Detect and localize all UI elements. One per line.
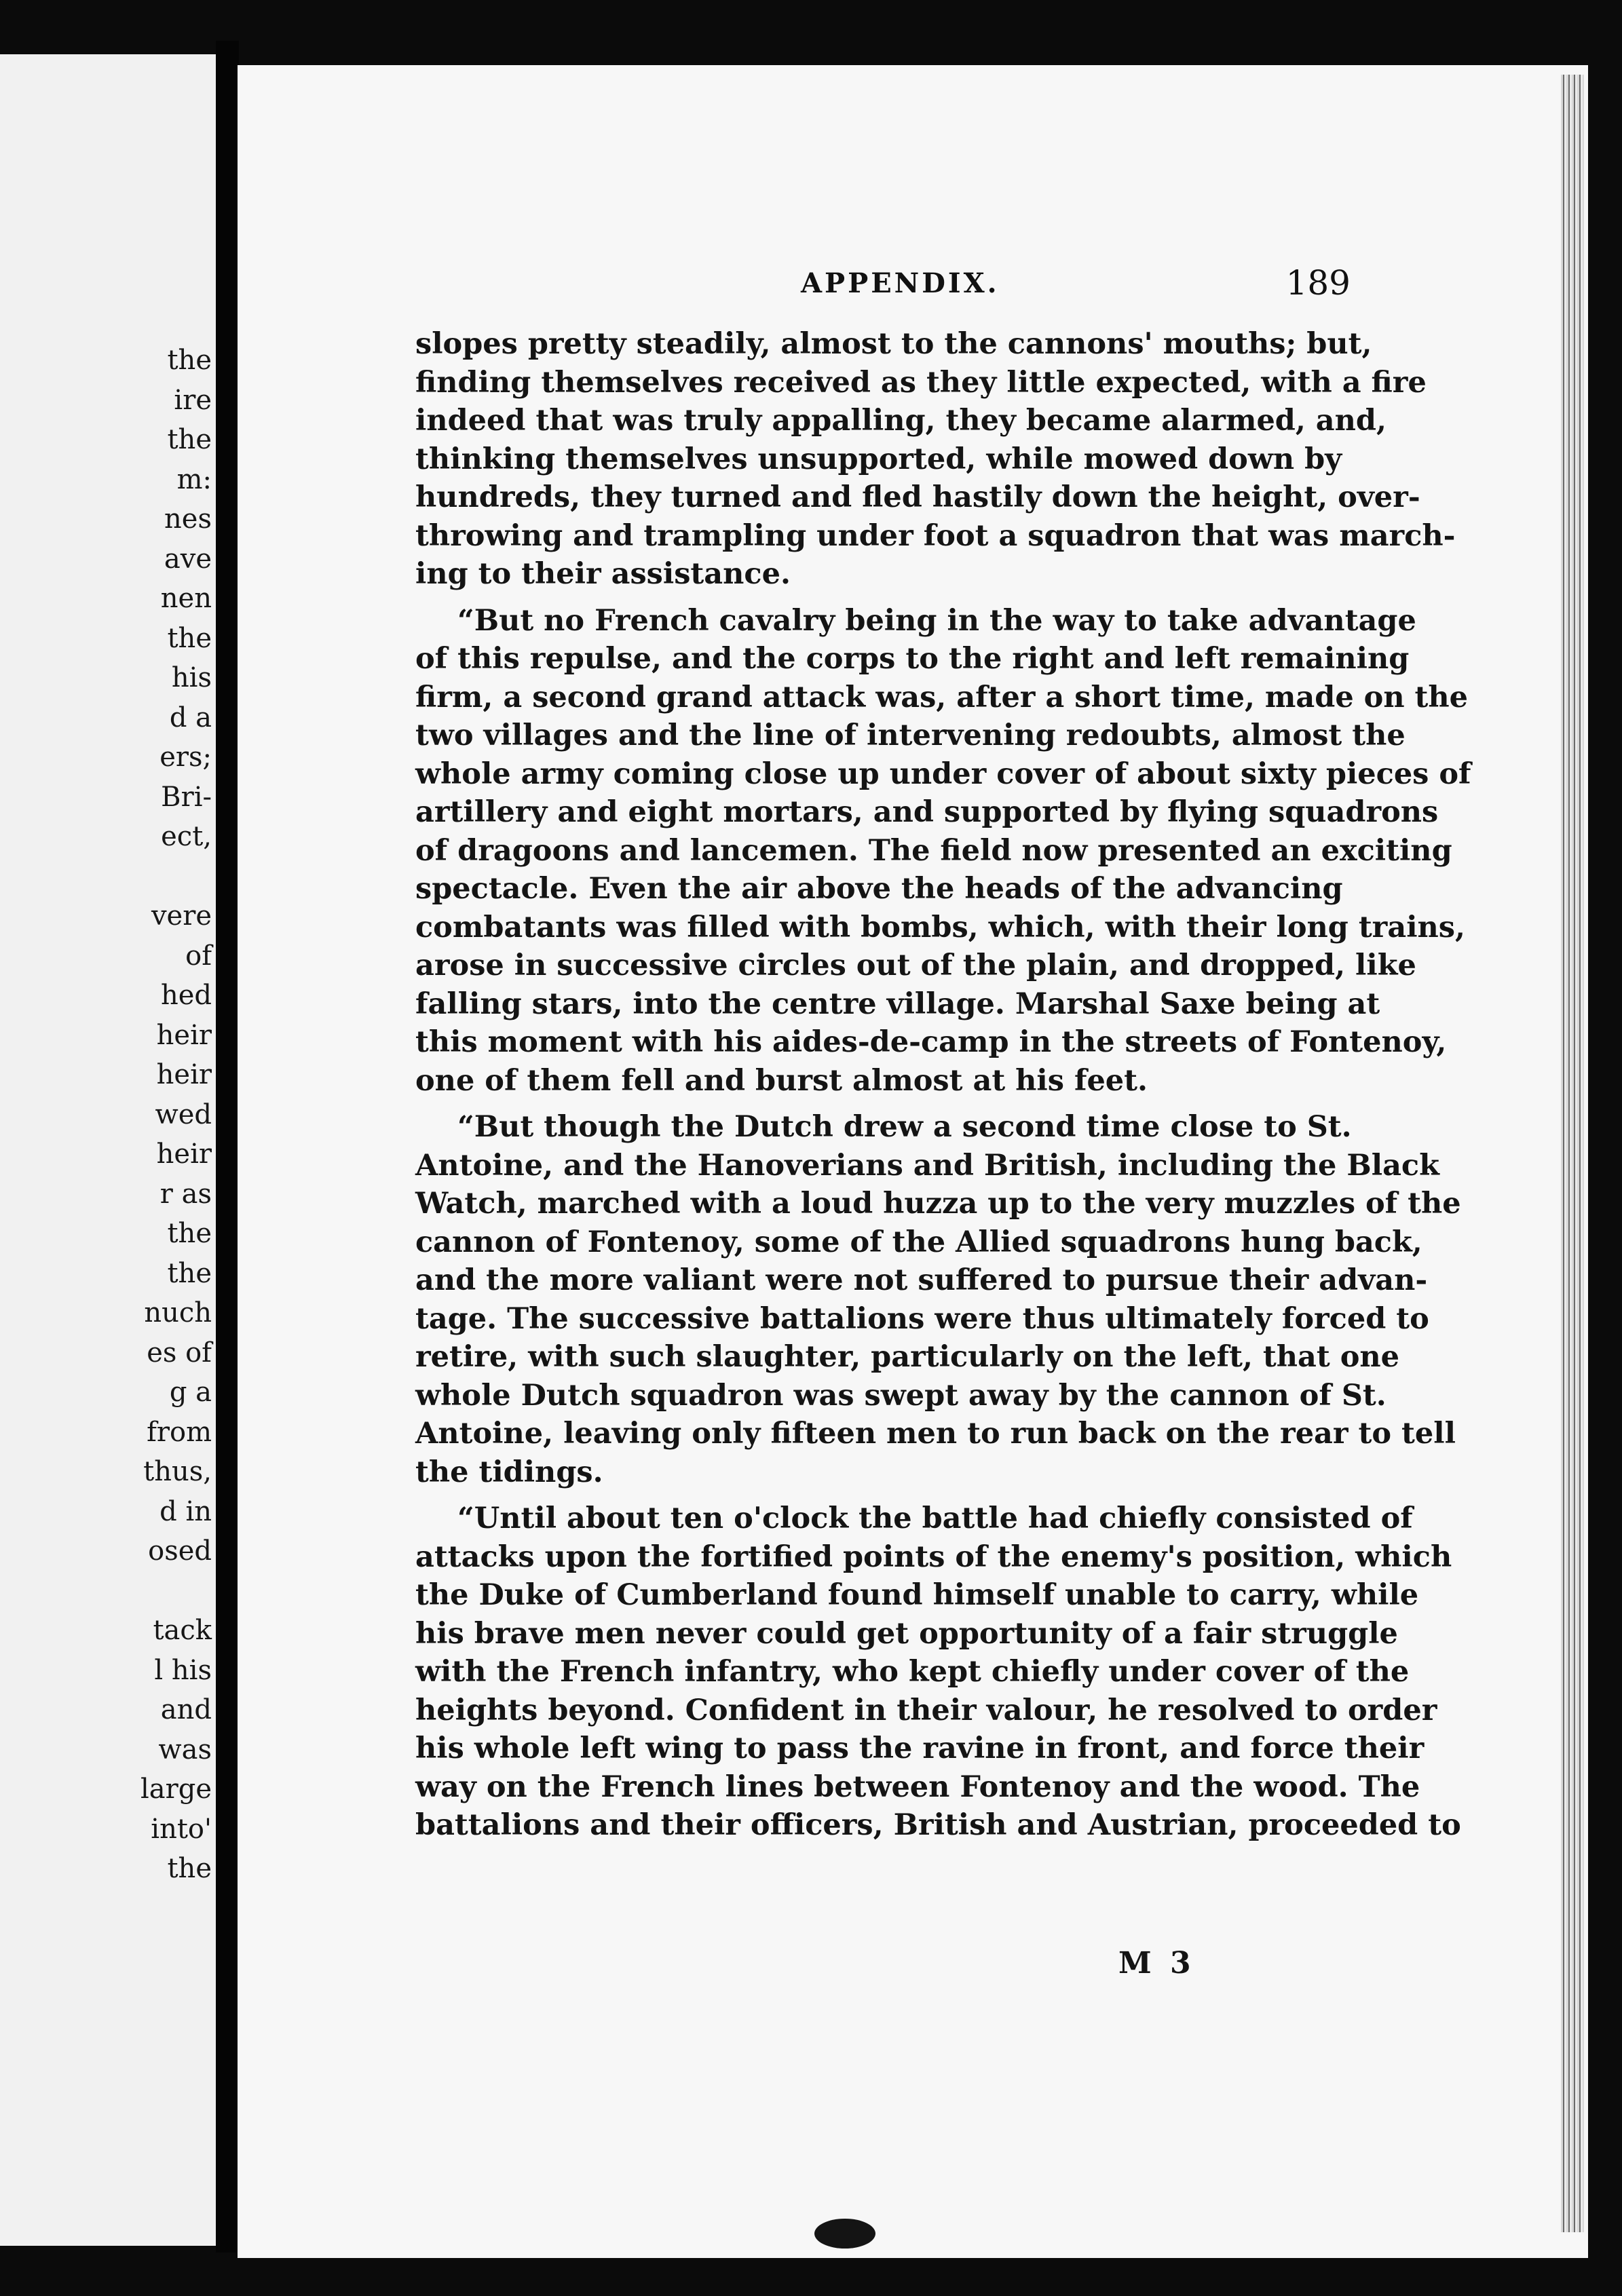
text-line: falling stars, into the centre village. Marshal Saxe being at xyxy=(415,987,1380,1021)
signature-mark: M 3 xyxy=(1118,1946,1195,1981)
text-line: way on the French lines between Fontenoy and the wood. The xyxy=(415,1769,1420,1804)
text-line: hundreds, they turned and fled hastily down the height, over- xyxy=(415,480,1420,514)
left-page-line: Bri- xyxy=(161,781,212,813)
left-page-line: nen xyxy=(160,583,212,614)
left-page-line: tack xyxy=(153,1615,212,1646)
text-line: “Until about ten o'clock the battle had chiefly consisted of xyxy=(457,1501,1413,1535)
left-page-line: ire xyxy=(174,384,212,416)
left-page-line: es of xyxy=(147,1337,212,1369)
text-line: whole army coming close up under cover of about sixty pieces of xyxy=(415,757,1471,791)
left-page-line: was xyxy=(158,1734,212,1765)
left-page-line: osed xyxy=(148,1535,212,1567)
text-line: Antoine, and the Hanoverians and British, including the Black xyxy=(415,1148,1439,1183)
text-line: heights beyond. Confident in their valour, he resolved to order xyxy=(415,1693,1437,1727)
left-page-line: large xyxy=(140,1774,212,1805)
text-line: cannon of Fontenoy, some of the Allied squadrons hung back, xyxy=(415,1225,1422,1259)
left-page-line: ect, xyxy=(161,821,212,852)
left-page-line: wed xyxy=(155,1098,212,1130)
running-head: APPENDIX. xyxy=(801,267,1000,299)
text-line: retire, with such slaughter, particularly on the left, that one xyxy=(415,1340,1400,1374)
text-line: firm, a second grand attack was, after a short time, made on the xyxy=(415,680,1469,714)
left-page-line: ave xyxy=(164,543,212,575)
text-line: attacks upon the fortified points of the enemy's position, which xyxy=(415,1539,1452,1574)
text-line: Antoine, leaving only fifteen men to run back on the rear to tell xyxy=(415,1417,1456,1451)
left-page-line: d a xyxy=(169,702,212,733)
left-page-line: into' xyxy=(151,1813,212,1845)
text-line: finding themselves received as they little expected, with a fire xyxy=(415,365,1427,400)
left-page-line: ers; xyxy=(159,742,212,773)
text-line: his whole left wing to pass the ravine in front, and force their xyxy=(415,1731,1425,1765)
scan-artifact xyxy=(814,2219,875,2249)
text-line: his brave men never could get opportunity of a fair struggle xyxy=(415,1616,1398,1651)
left-page-line: his xyxy=(171,662,212,693)
text-line: slopes pretty steadily, almost to the cannons' mouths; but, xyxy=(415,327,1372,361)
text-line: battalions and their officers, British and Austrian, proceeded to xyxy=(415,1808,1461,1842)
left-page-line: r as xyxy=(159,1178,212,1210)
left-page-line: the xyxy=(167,424,212,455)
left-page-line: m: xyxy=(176,463,212,495)
left-page-line: hed xyxy=(160,980,212,1011)
text-line: whole Dutch squadron was swept away by the cannon of St. xyxy=(415,1378,1387,1413)
left-page-line: l his xyxy=(154,1654,212,1686)
left-page-line: and xyxy=(160,1694,212,1725)
text-line: ing to their assistance. xyxy=(415,557,791,591)
left-page-line: thus, xyxy=(143,1456,212,1487)
text-line: arose in successive circles out of the plain, and dropped, like xyxy=(415,949,1416,982)
text-line: combatants was filled with bombs, which, with their long trains, xyxy=(415,910,1465,944)
page-header xyxy=(238,263,1351,311)
left-page-line: heir xyxy=(156,1019,212,1051)
text-line: “But no French cavalry being in the way to take advantage xyxy=(457,603,1416,638)
left-page-line: the xyxy=(167,345,212,376)
book-gutter xyxy=(216,41,239,2253)
left-page-line: the xyxy=(167,622,212,654)
left-page-line: g a xyxy=(169,1377,212,1408)
text-line: spectacle. Even the air above the heads of the advancing xyxy=(415,872,1343,906)
text-line: artillery and eight mortars, and supported by flying squadrons xyxy=(415,795,1439,829)
left-page-line: the xyxy=(167,1218,212,1249)
text-line: of dragoons and lancemen. The field now presented an exciting xyxy=(415,833,1452,868)
text-line: the tidings. xyxy=(415,1455,603,1489)
text-line: two villages and the line of intervening redoubts, almost the xyxy=(415,719,1406,752)
left-page-line: from xyxy=(147,1416,212,1448)
left-page-line: of xyxy=(185,940,212,972)
page-edge xyxy=(1561,75,1584,2232)
left-page-line: heir xyxy=(156,1059,212,1090)
left-page-line: the xyxy=(167,1257,212,1289)
left-page-line: nes xyxy=(164,503,212,535)
left-page-line: nuch xyxy=(144,1297,212,1328)
left-page-line: heir xyxy=(156,1139,212,1170)
text-line: and the more valiant were not suffered to pursue their advan- xyxy=(415,1263,1428,1297)
text-line: tage. The successive battalions were thus ultimately forced to xyxy=(415,1301,1429,1336)
text-line: one of them fell and burst almost at his feet. xyxy=(415,1063,1148,1098)
text-line: throwing and trampling under foot a squadron that was march- xyxy=(415,518,1456,553)
text-line: “But though the Dutch drew a second time close to St. xyxy=(457,1110,1352,1144)
text-line: the Duke of Cumberland found himself unable to carry, while xyxy=(415,1578,1419,1612)
text-line: of this repulse, and the corps to the right and left remaining xyxy=(415,642,1410,676)
text-line: indeed that was truly appalling, they became alarmed, and, xyxy=(415,404,1387,438)
left-page-line: d in xyxy=(159,1495,212,1527)
left-page-fragment xyxy=(0,54,217,2246)
page-number: 189 xyxy=(1285,263,1351,303)
left-page-line: vere xyxy=(151,900,212,932)
text-line: thinking themselves unsupported, while mowed down by xyxy=(415,442,1342,476)
text-line: with the French infantry, who kept chiefly under cover of the xyxy=(415,1655,1410,1689)
text-line: this moment with his aides-de-camp in the streets of Fontenoy, xyxy=(415,1025,1447,1059)
left-page-line: the xyxy=(167,1853,212,1884)
text-line: Watch, marched with a loud huzza up to the very muzzles of the xyxy=(415,1187,1461,1221)
